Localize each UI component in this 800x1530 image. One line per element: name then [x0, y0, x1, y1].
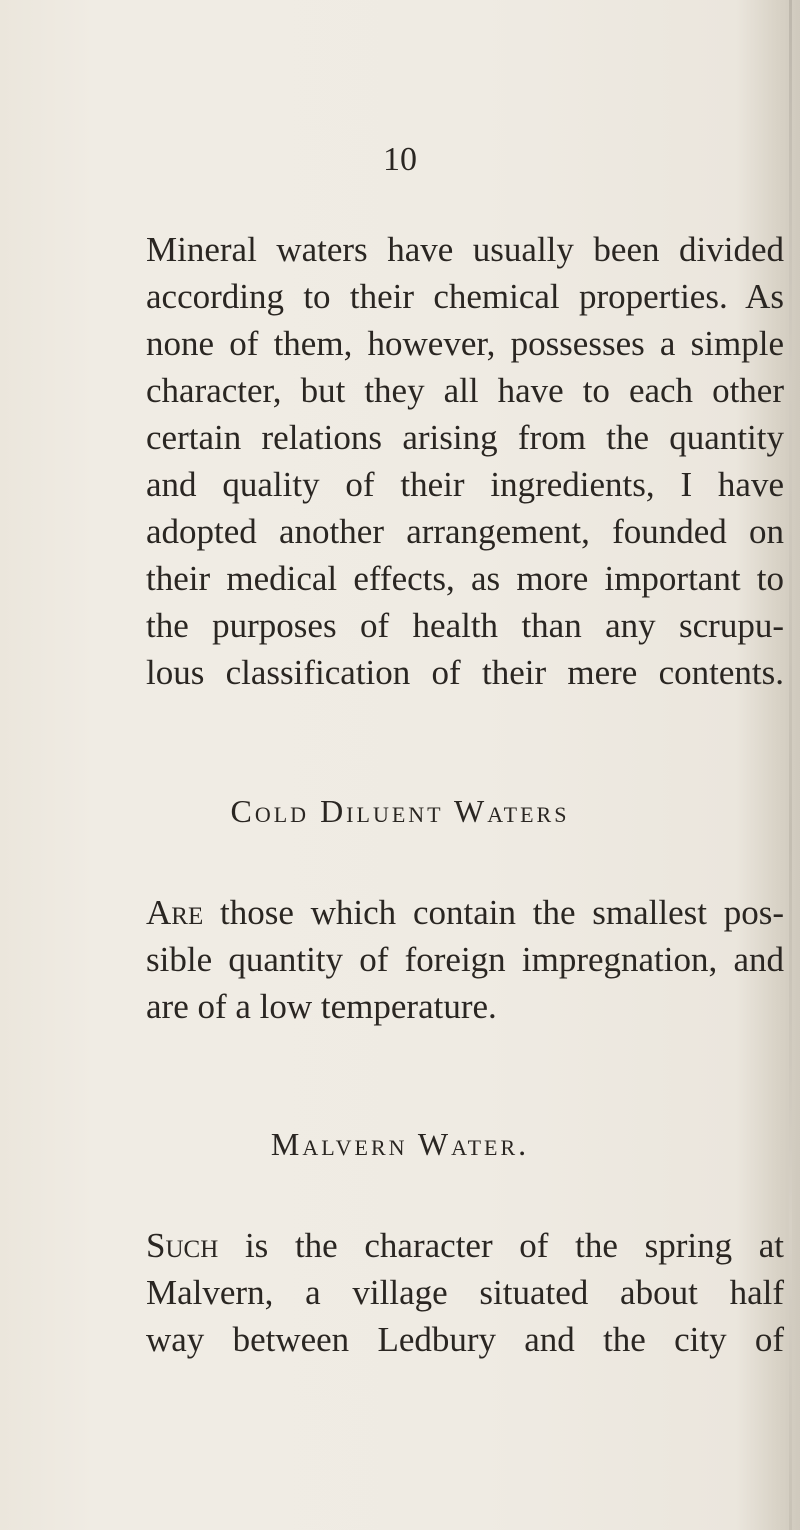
text-line: sible quantity of foreign impregnation, and [146, 940, 784, 979]
text-line [146, 893, 784, 933]
page-number: 10 [383, 141, 417, 178]
line-text: those which contain the smallest pos- [220, 893, 784, 932]
text-line: Malvern, a village situated about half [146, 1273, 784, 1312]
text-line: according to their chemical properties. As [146, 277, 784, 316]
text-line: character, but they all have to each other [146, 371, 784, 410]
text-line: certain relations arising from the quantity [146, 418, 784, 457]
line-text: is the character of the spring at [244, 1226, 785, 1265]
text-line: and quality of their ingredients, I have [146, 465, 784, 504]
section-heading-cold-diluent-waters: Cold Diluent Waters [230, 793, 570, 829]
text-line: lous classification of their mere contents. [146, 653, 784, 692]
text-line: none of them, however, possesses a simple [146, 324, 784, 363]
text-line: way between Ledbury and the city of [146, 1320, 784, 1359]
page-edge [789, 0, 792, 1530]
text-line: their medical effects, as more important to [146, 559, 784, 598]
section-heading-malvern-water: Malvern Water. [270, 1126, 530, 1162]
text-line: Mineral waters have usually been divided [146, 230, 784, 269]
text-line: the purposes of health than any scrupu- [146, 606, 784, 645]
lead-word: Are [146, 893, 204, 932]
text-line [146, 1226, 784, 1266]
lead-word: Such [146, 1226, 219, 1265]
text-line: are of a low temperature. [146, 987, 497, 1026]
text-line: adopted another arrangement, founded on [146, 512, 784, 551]
